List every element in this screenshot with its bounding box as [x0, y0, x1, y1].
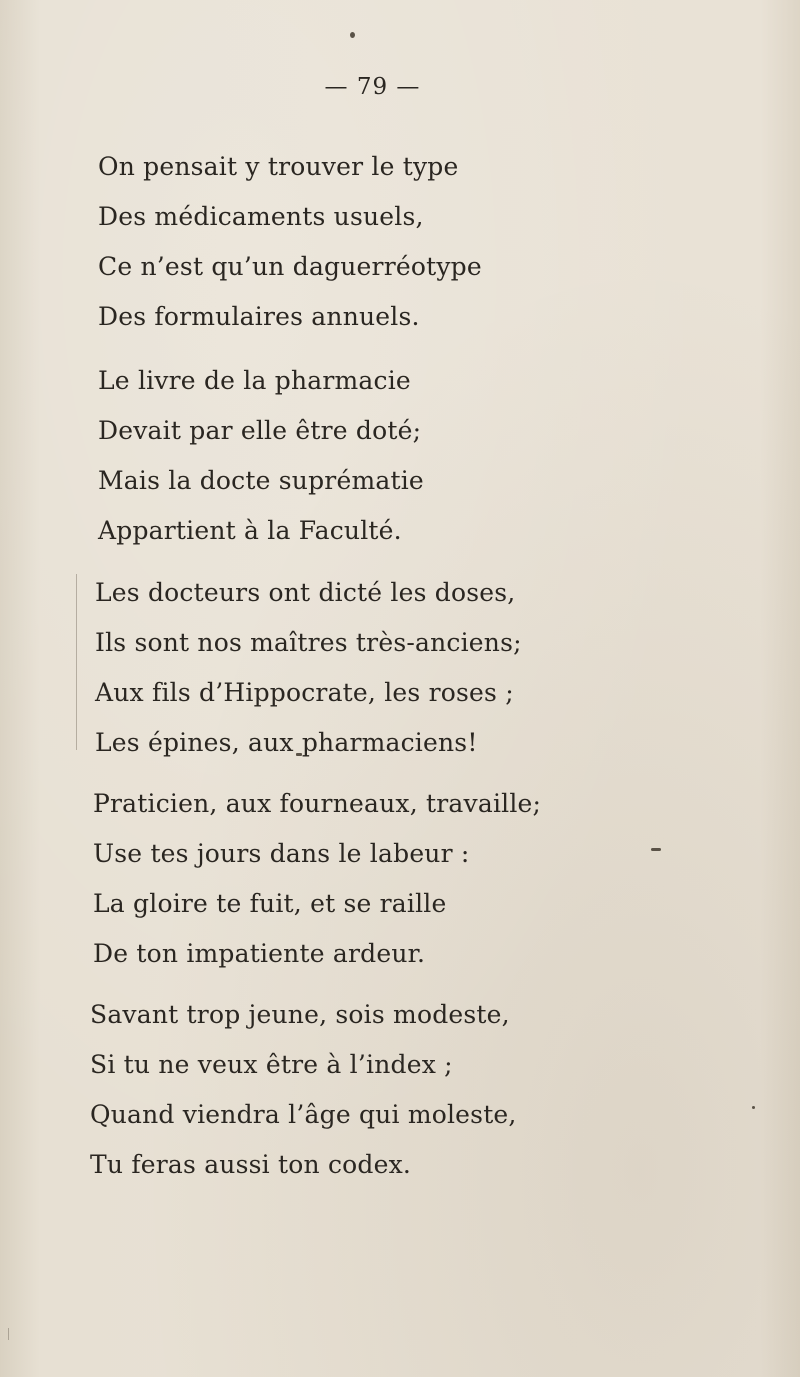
verse-line: Ce n’est qu’un daguerréotype: [98, 252, 482, 281]
verse-line: Ils sont nos maîtres très-anciens;: [95, 628, 522, 657]
verse-line: Tu feras aussi ton codex.: [90, 1150, 412, 1179]
stanza: [98, 356, 424, 556]
verse-line: De ton impatiente ardeur.: [93, 939, 426, 968]
ink-speck: [752, 1106, 755, 1109]
margin-pencil-mark: [76, 574, 77, 750]
verse-line: Les épines, aux pharmaciens!: [95, 728, 478, 757]
verse-line: Des médicaments usuels,: [98, 202, 424, 231]
verse-line: Appartient à la Faculté.: [98, 516, 402, 545]
margin-pencil-mark: [8, 1328, 9, 1340]
verse-line: Quand viendra l’âge qui moleste,: [90, 1100, 517, 1129]
ink-speck: [651, 848, 661, 851]
stanza: [93, 779, 541, 979]
verse-line: Use tes jours dans le labeur :: [93, 839, 470, 868]
verse-line: Des formulaires annuels.: [98, 302, 420, 331]
verse-line: Savant trop jeune, sois modeste,: [90, 1000, 510, 1029]
verse-line: Mais la docte suprématie: [98, 466, 424, 495]
verse-line: Praticien, aux fourneaux, travaille;: [93, 789, 542, 818]
page-number: — 79 —: [324, 74, 421, 100]
ink-speck: [350, 32, 355, 38]
verse-line: Les docteurs ont dicté les doses,: [95, 578, 516, 607]
stanza: [98, 142, 482, 342]
verse-line: Devait par elle être doté;: [98, 416, 422, 445]
stanza: [90, 990, 517, 1190]
verse-line: Si tu ne veux être à l’index ;: [90, 1050, 453, 1079]
verse-line: On pensait y trouver le type: [98, 152, 459, 181]
stanza: [95, 568, 522, 768]
verse-line: Le livre de la pharmacie: [98, 366, 411, 395]
verse-line: La gloire te fuit, et se raille: [93, 889, 447, 918]
verse-line: Aux fils d’Hippocrate, les roses ;: [95, 678, 514, 707]
